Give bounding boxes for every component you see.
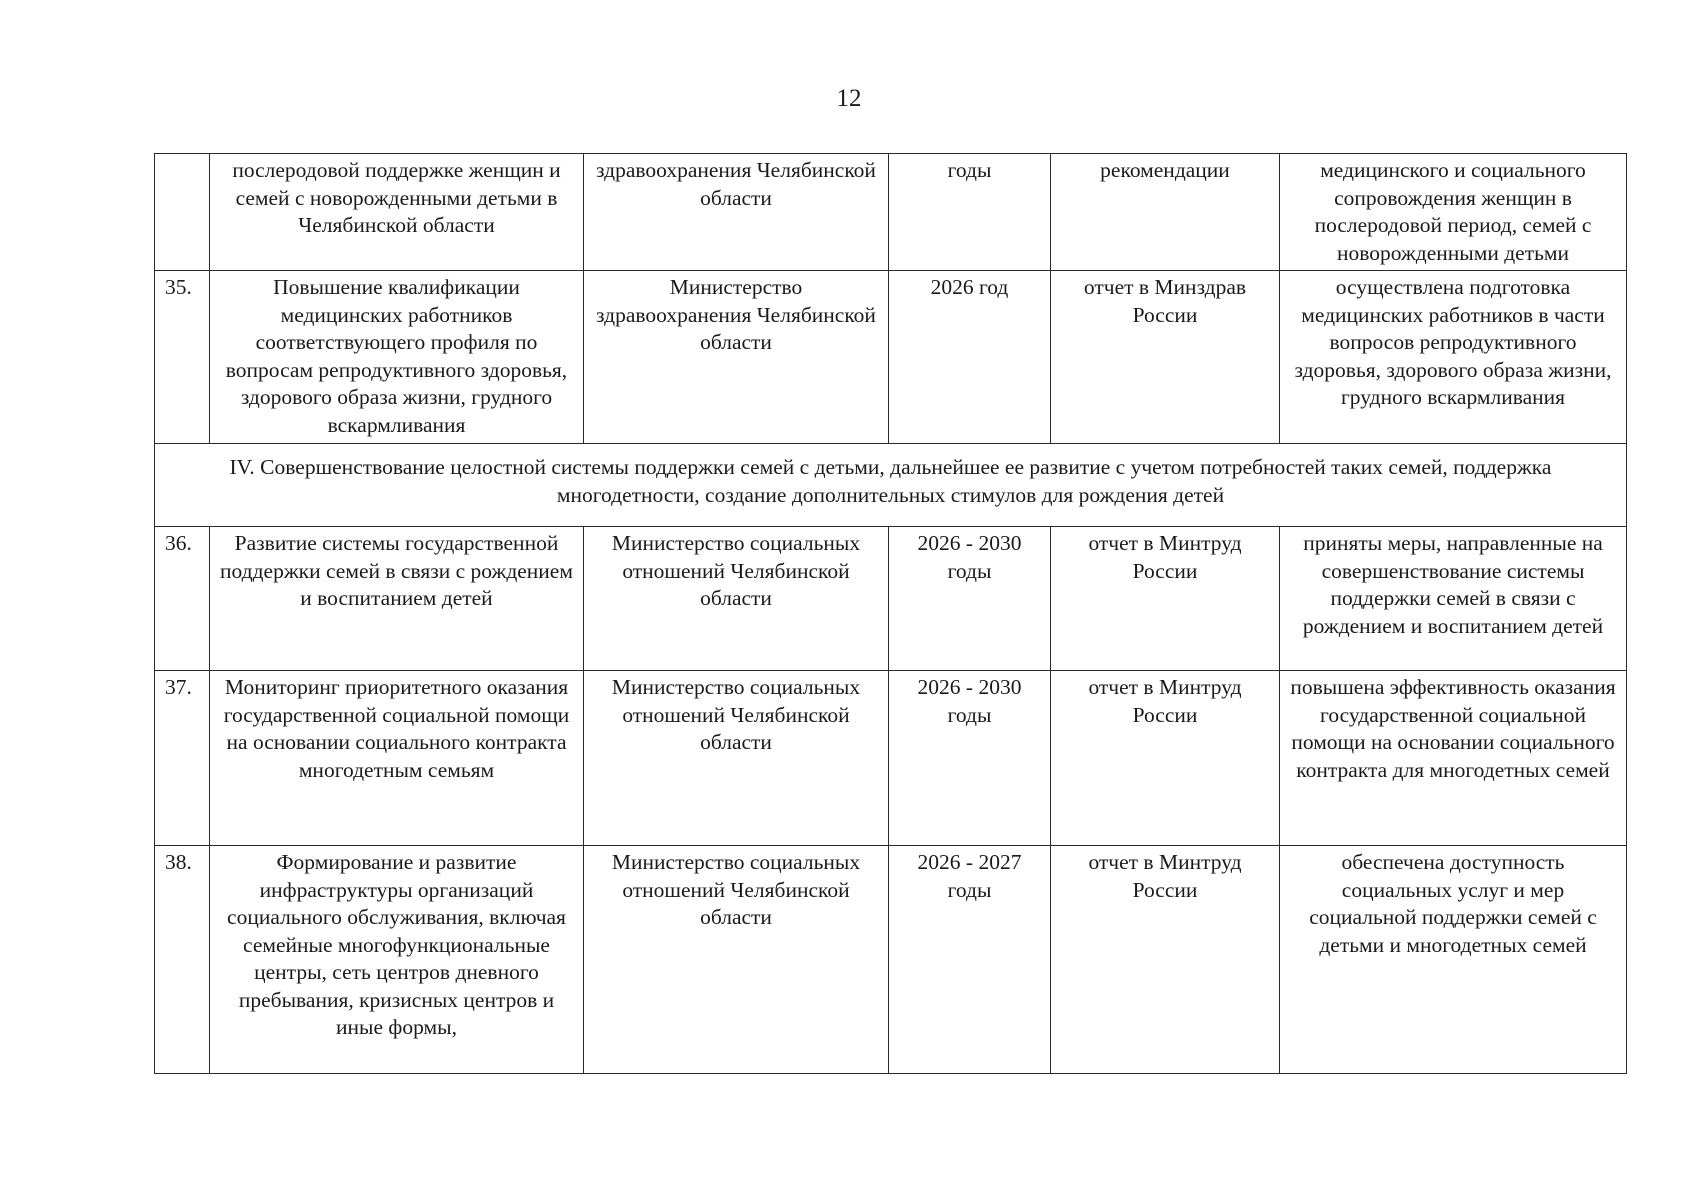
report-cell: отчет в Минтруд России	[1051, 846, 1280, 1074]
executor-cell: Министерство социальных отношений Челябинской области	[584, 846, 889, 1074]
measure-cell: Формирование и развитие инфраструктуры организаций социального обслуживания, включая семейные многофункциональные центры, сеть центров дневного пребывания, кризисных центров и иные формы,	[210, 846, 584, 1074]
row-number: 36.	[155, 527, 210, 671]
measure-cell: Повышение квалификации медицинских работников соответствующего профиля по вопросам репродуктивного здоровья, здорового образа жизни, грудного вскармливания	[210, 271, 584, 444]
term-cell: 2026 - 2027 годы	[889, 846, 1051, 1074]
table-row	[155, 527, 1627, 671]
report-cell: отчет в Минтруд России	[1051, 671, 1280, 846]
term-cell: 2026 - 2030 годы	[889, 527, 1051, 671]
executor-cell: Министерство социальных отношений Челябинской области	[584, 671, 889, 846]
term-cell: 2026 - 2030 годы	[889, 671, 1051, 846]
term-cell: годы	[889, 154, 1051, 271]
measure-cell: Мониторинг приоритетного оказания государственной социальной помощи на основании социального контракта многодетным семьям	[210, 671, 584, 846]
measures-table	[154, 153, 1627, 1074]
result-cell: медицинского и социального сопровождения женщин в послеродовой период, семей с новорожденными детьми	[1280, 154, 1627, 271]
result-cell: повышена эффективность оказания государственной социальной помощи на основании социального контракта для многодетных семей	[1280, 671, 1627, 846]
table-row	[155, 154, 1627, 271]
report-cell: отчет в Минтруд России	[1051, 527, 1280, 671]
table-row	[155, 846, 1627, 1074]
executor-cell: Министерство социальных отношений Челябинской области	[584, 527, 889, 671]
measure-cell: послеродовой поддержке женщин и семей с новорожденными детьми в Челябинской области	[210, 154, 584, 271]
page-number: 12	[836, 85, 862, 112]
term-cell: 2026 год	[889, 271, 1051, 444]
executor-cell: здравоохранения Челябинской области	[584, 154, 889, 271]
result-cell: обеспечена доступность социальных услуг и мер социальной поддержки семей с детьми и многодетных семей	[1280, 846, 1627, 1074]
section-heading-row	[155, 444, 1627, 527]
row-number: 35.	[155, 271, 210, 444]
row-number	[155, 154, 210, 271]
row-number: 37.	[155, 671, 210, 846]
report-cell: отчет в Минздрав России	[1051, 271, 1280, 444]
executor-cell: Министерство здравоохранения Челябинской области	[584, 271, 889, 444]
measure-cell: Развитие системы государственной поддержки семей в связи с рождением и воспитанием детей	[210, 527, 584, 671]
section-heading: IV. Совершенствование целостной системы поддержки семей с детьми, дальнейшее ее развитие с учетом потребностей таких семей, поддержка многодетности, создание дополнительных стимулов для рождения детей	[155, 444, 1627, 527]
report-cell: рекомендации	[1051, 154, 1280, 271]
row-number: 38.	[155, 846, 210, 1074]
result-cell: осуществлена подготовка медицинских работников в части вопросов репродуктивного здоровья, здорового образа жизни, грудного вскармливания	[1280, 271, 1627, 444]
table-row	[155, 271, 1627, 444]
result-cell: приняты меры, направленные на совершенствование системы поддержки семей в связи с рождением и воспитанием детей	[1280, 527, 1627, 671]
table-row	[155, 671, 1627, 846]
